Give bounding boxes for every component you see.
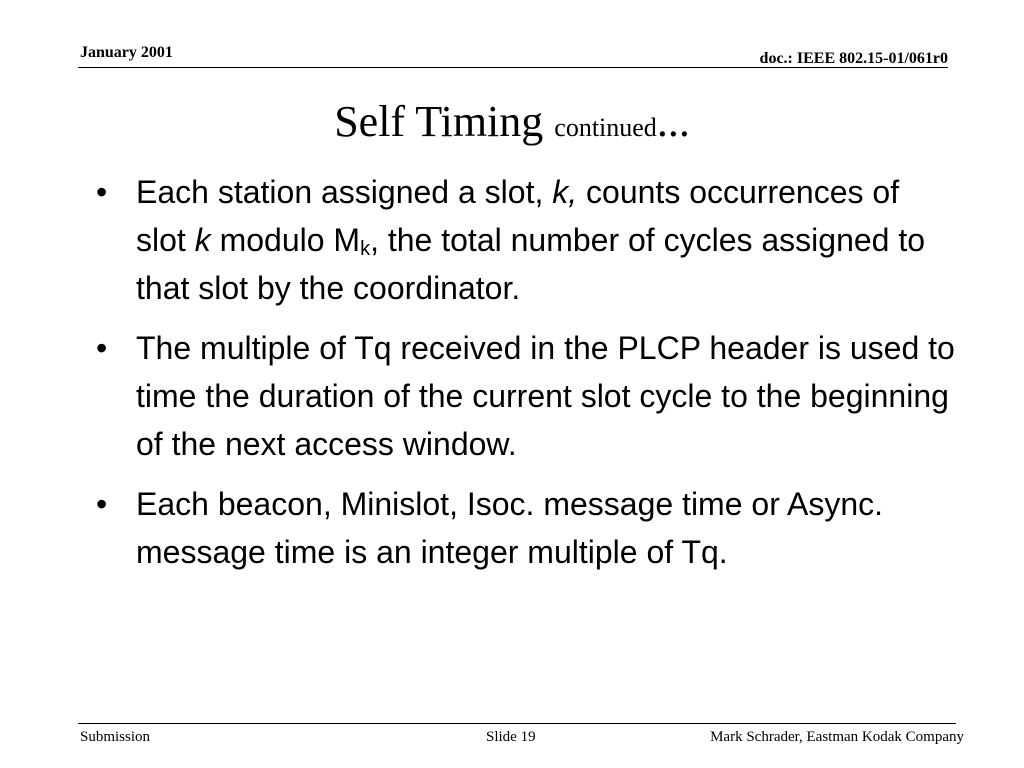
bullet-marker: • xyxy=(96,330,108,366)
bullet-item xyxy=(96,480,956,576)
footer-submission: Submission xyxy=(80,729,151,745)
bullet-text: The multiple of Tq received in the PLCP header is used to time the duration of the current slot cycle to the beginning of the next access window. xyxy=(136,330,955,462)
bullet-text-part: modulo M xyxy=(210,222,361,258)
bullet-item xyxy=(96,168,956,312)
title-continued: continued xyxy=(554,113,657,142)
header-doc-id: doc.: IEEE 802.15-01/061r0 xyxy=(759,50,948,67)
title-ellipsis: ... xyxy=(656,97,690,146)
slide-title xyxy=(0,94,1024,156)
footer-slide-number: Slide 19 xyxy=(486,729,536,745)
header-date: January 2001 xyxy=(80,44,173,61)
bullet-italic-k: k xyxy=(194,222,211,258)
bullet-text: Each beacon, Minislot, Isoc. message time or Async. message time is an integer multiple of Tq. xyxy=(136,486,883,570)
bullet-marker: • xyxy=(96,174,108,210)
header-rule xyxy=(78,67,948,68)
footer-author: Mark Schrader, Eastman Kodak Company xyxy=(710,729,964,745)
bullet-text-part: , the total number of cycles assigned to that slot by the coordinator. xyxy=(136,222,926,306)
bullet-item xyxy=(96,324,956,468)
footer-rule xyxy=(78,723,956,724)
bullet-subscript: k xyxy=(360,238,371,260)
bullet-italic-k: k, xyxy=(552,174,578,210)
bullet-text-part: Each station assigned a slot, xyxy=(136,174,553,210)
bullet-list xyxy=(96,168,956,588)
bullet-text-part: counts occurrences of slot xyxy=(136,174,900,258)
bullet-marker: • xyxy=(96,486,108,522)
title-main: Self Timing xyxy=(334,97,555,146)
